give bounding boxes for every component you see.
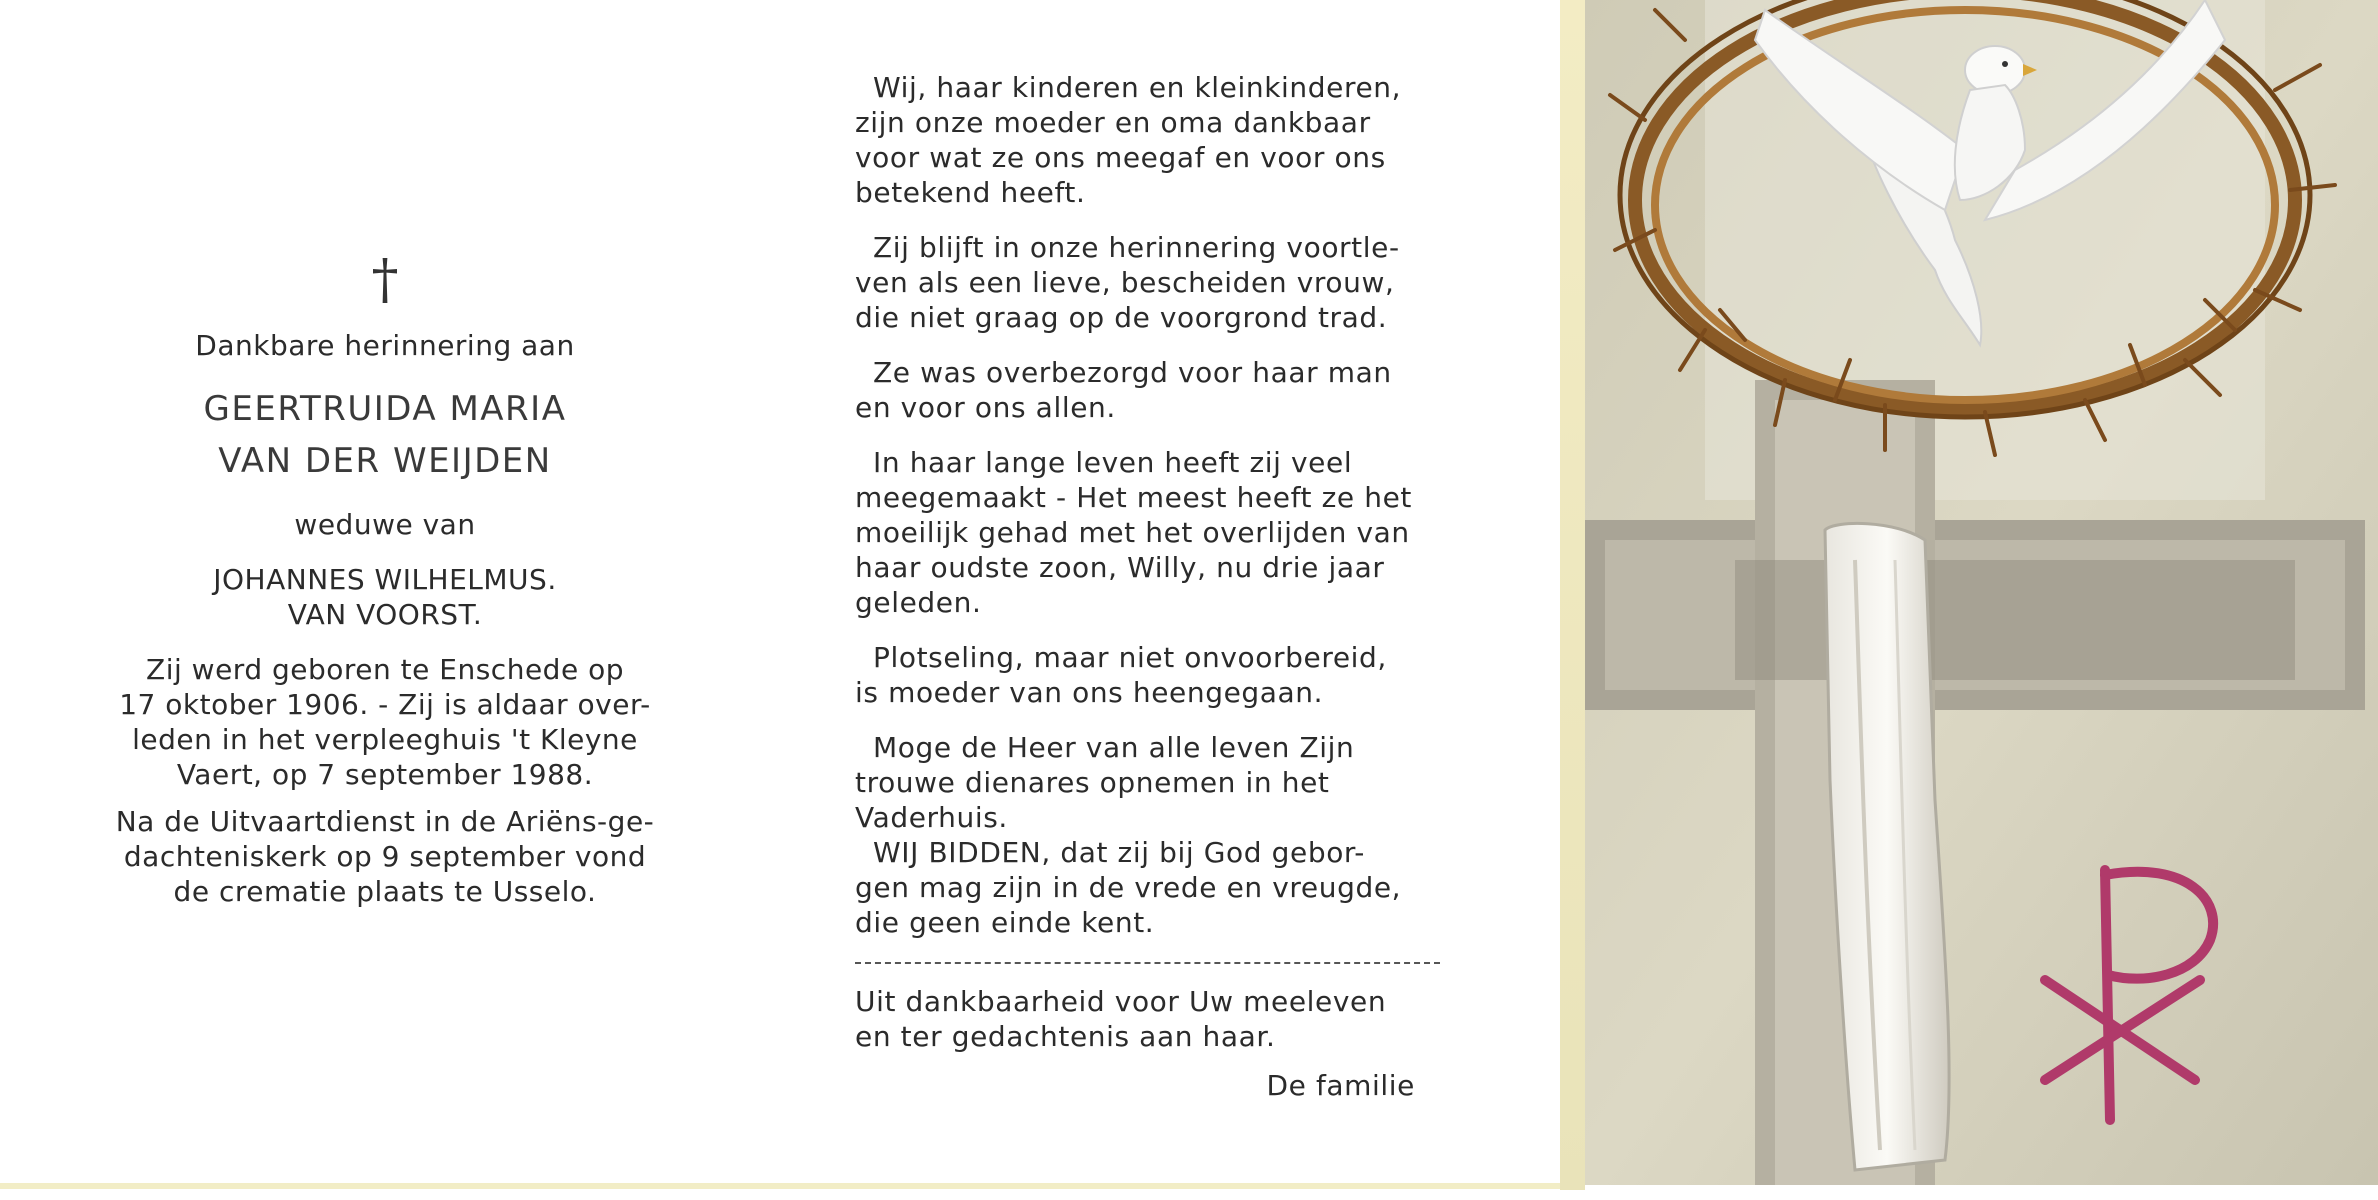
text-line: en ter gedachtenis aan haar. [855,1020,1276,1053]
religious-artwork [1585,0,2378,1185]
funeral-info [60,804,710,909]
paragraph-prayer-lord [855,730,1455,835]
text-line: moeilijk gehad met het overlijden van [855,516,1410,549]
paragraph-memory [855,230,1455,335]
text-line: betekend heeft. [855,176,1086,209]
text-line: die geen einde kent. [855,906,1155,939]
text-line: geleden. [855,586,982,619]
text-line: voor wat ze ons meegaf en voor ons [855,141,1386,174]
text-line: trouwe dienares opnemen in het [855,766,1330,799]
text-line: Vaderhuis. [855,801,1008,834]
text-line: Ze was overbezorgd voor haar man [873,356,1392,389]
bio-line: Zij werd geboren te Enschede op [146,653,624,686]
bio-line: leden in het verpleeghuis 't Kleyne [132,723,638,756]
text-line: meegemaakt - Het meest heeft ze het [855,481,1412,514]
bio-line: 17 oktober 1906. - Zij is aldaar over- [119,688,651,721]
bio-line: Vaert, op 7 september 1988. [176,758,594,791]
text-line: Wij, haar kinderen en kleinkinderen, [873,71,1402,104]
text-line: haar oudste zoon, Willy, nu drie jaar [855,551,1385,584]
paragraph-thanks [855,984,1455,1054]
husband-name-line-2: VAN VOORST. [287,598,483,631]
text-line: Uit dankbaarheid voor Uw meeleven [855,985,1387,1018]
text-line: In haar lange leven heeft zij veel [873,446,1353,479]
deceased-name-line-2: VAN DER WEIJDEN [218,441,552,481]
paragraph-gratitude [855,70,1455,210]
divider [855,962,1440,964]
middle-panel [855,70,1455,1103]
text-line: Plotseling, maar niet onvoorbereid, [873,641,1387,674]
text-line: Moge de Heer van alle leven Zijn [873,731,1355,764]
intro-text: Dankbare herinnering aan [195,329,575,362]
text-line: Zij blijft in onze herinnering voortle- [873,231,1400,264]
text-line: is moeder van ons heengegaan. [855,676,1324,709]
card-edge [0,1183,1560,1189]
artwork-border [1560,0,1585,1190]
paragraph-prayer [855,835,1455,940]
funeral-line: de crematie plaats te Usselo. [173,875,597,908]
cross-symbol: † [371,248,399,311]
biography [60,652,710,792]
signature: De familie [1266,1069,1415,1102]
widow-of-text: weduwe van [294,508,476,541]
deceased-name-line-1: GEERTRUIDA MARIA [203,389,567,429]
left-panel [60,250,710,909]
paragraph-life [855,445,1455,620]
funeral-line: Na de Uitvaartdienst in de Ariëns-ge- [115,805,655,838]
text-line: gen mag zijn in de vrede en vreugde, [855,871,1402,904]
text-line: zijn onze moeder en oma dankbaar [855,106,1371,139]
text-line: die niet graag op de voorgrond trad. [855,301,1388,334]
text-line: ven als een lieve, bescheiden vrouw, [855,266,1395,299]
funeral-line: dachteniskerk op 9 september vond [123,840,647,873]
paragraph-care [855,355,1455,425]
text-line: WIJ BIDDEN, dat zij bij God gebor- [873,836,1365,869]
husband-name-line-1: JOHANNES WILHELMUS. [213,563,557,596]
text-line: en voor ons allen. [855,391,1116,424]
paragraph-passing [855,640,1455,710]
